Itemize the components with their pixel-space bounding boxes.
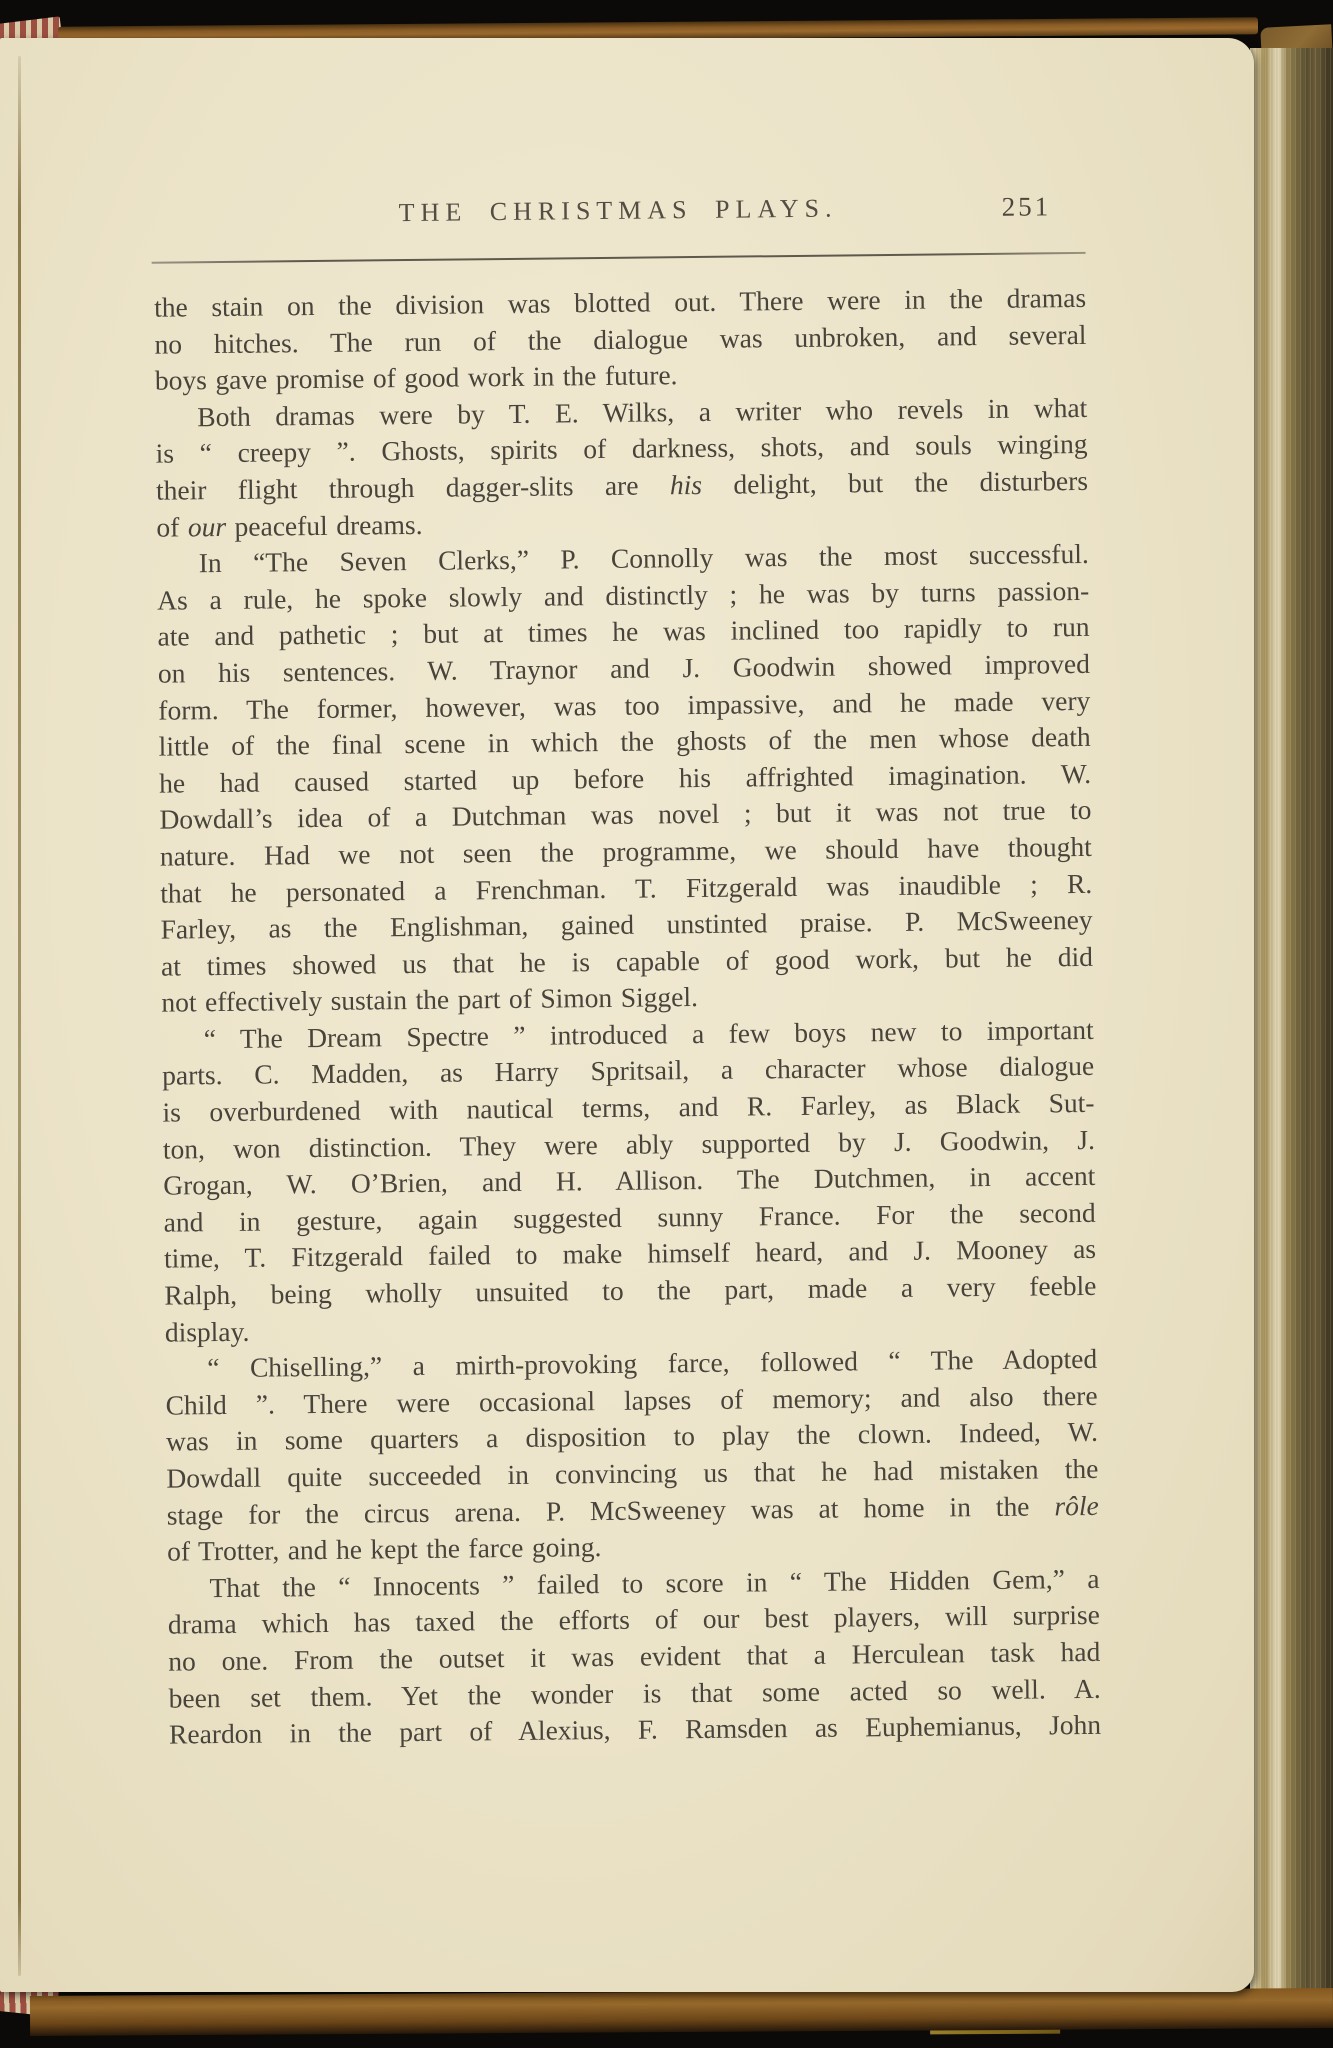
body-text: “ The Dream Spectre ” introduced a few boys new to important <box>203 1013 1094 1055</box>
body-text: at times showed us that he is capable of good work, but he did <box>160 940 1094 982</box>
italic-text: our <box>187 510 227 542</box>
body-text: “ Chiselling,” a mirth-provoking farce, followed “ The Adopted <box>207 1343 1098 1384</box>
body-text: no one. From the outset it was evident that a Herculean task had <box>168 1635 1101 1677</box>
paragraph <box>167 1561 1101 1754</box>
body-text: In “The Seven Clerks,” P. Connolly was the most successful. <box>198 538 1089 579</box>
paragraph <box>162 1012 1097 1351</box>
page-number: 251 <box>1001 191 1052 222</box>
body-text: no hitches. The run of the dialogue was unbroken, and several <box>154 318 1087 360</box>
body-text: is overburdened with nautical terms, and R. Farley, as Black Sut- <box>162 1086 1095 1128</box>
body-text: that he personated a Frenchman. T. Fitzgerald was inaudible ; R. <box>160 867 1093 909</box>
body-text: is “ creepy ”. Ghosts, spirits of darkness, shots, and souls winging <box>155 428 1088 470</box>
body-text: of Trotter, and he kept the farce going. <box>166 1531 602 1567</box>
body-text: he had caused started up before his affrighted imagination. W. <box>158 757 1092 799</box>
page-title: THE CHRISTMAS PLAYS. <box>398 193 838 228</box>
text-body <box>154 280 1101 1753</box>
body-text: not effectively sustain the part of Simon Siggel. <box>161 981 699 1018</box>
body-text: That the “ Innocents ” failed to score in “ The Hidden Gem,” a <box>209 1562 1100 1603</box>
body-text: of <box>156 510 189 543</box>
body-text: ton, won distinction. They were ably supported by J. Goodwin, J. <box>162 1123 1096 1165</box>
body-text: on his sentences. W. Traynor and J. Goodwin showed improved <box>157 647 1091 689</box>
book-page <box>0 38 1254 1992</box>
paragraph <box>155 390 1088 546</box>
body-text: peaceful dreams. <box>225 508 423 542</box>
body-text: nature. Had we not seen the programme, we should have thought <box>159 830 1092 872</box>
body-text: their flight through dagger-slits are <box>155 469 671 506</box>
body-text: been set them. Yet the wonder is that some acted so well. A. <box>168 1672 1101 1714</box>
paragraph <box>165 1341 1099 1570</box>
body-text: Dowdall quite succeeded in convincing us that he had mistaken the <box>166 1452 1099 1494</box>
body-text: ate and pathetic ; but at times he was inclined too rapidly to run <box>157 611 1090 653</box>
paragraph <box>157 536 1094 1021</box>
body-text: boys gave promise of good work in the future. <box>154 359 678 396</box>
italic-text: rôle <box>1054 1489 1099 1521</box>
body-text: the stain on the division was blotted out. There were in the dramas <box>153 281 1087 323</box>
body-text: Grogan, W. O’Brien, and H. Allison. The Dutchmen, in accent <box>163 1160 1096 1201</box>
page-content <box>0 31 1271 1998</box>
body-text: Both dramas were by T. E. Wilks, a writer who revels in what <box>197 391 1088 433</box>
running-head <box>153 191 1083 241</box>
body-text: Child ”. There were occasional lapses of memory; and also there <box>165 1379 1098 1421</box>
body-text: parts. C. Madden, as Harry Spritsail, a character whose dialogue <box>161 1050 1095 1092</box>
italic-text: his <box>669 468 703 501</box>
body-text: form. The former, however, was too impassive, and he made very <box>158 684 1091 726</box>
body-text: drama which has taxed the efforts of our best players, will surprise <box>167 1599 1101 1640</box>
body-text: Dowdall’s idea of a Dutchman was novel ; but it was not true to <box>159 794 1092 835</box>
body-text: and in gesture, again suggested sunny France. For the second <box>163 1196 1096 1238</box>
body-text: little of the final scene in which the ghosts of the men whose death <box>158 721 1091 762</box>
body-text: stage for the circus arena. P. McSweeney was at home in the <box>166 1489 1055 1531</box>
body-text: display. <box>164 1315 250 1348</box>
header-rule <box>152 252 1086 264</box>
body-text: was in some quarters a disposition to play the clown. Indeed, W. <box>165 1416 1099 1458</box>
body-text: Farley, as the Englishman, gained unstinted praise. P. McSweeney <box>160 903 1093 945</box>
body-text: Reardon in the part of Alexius, F. Ramsden as Euphemianus, John <box>168 1709 1102 1750</box>
body-text: Ralph, being wholly unsuited to the part, made a very feeble <box>164 1269 1097 1311</box>
body-text: As a rule, he spoke slowly and distinctly ; he was by turns passion- <box>157 574 1090 616</box>
body-text: delight, but the disturbers <box>701 464 1089 500</box>
paragraph <box>154 280 1087 400</box>
body-text: time, T. Fitzgerald failed to make himself heard, and J. Mooney as <box>163 1233 1097 1275</box>
